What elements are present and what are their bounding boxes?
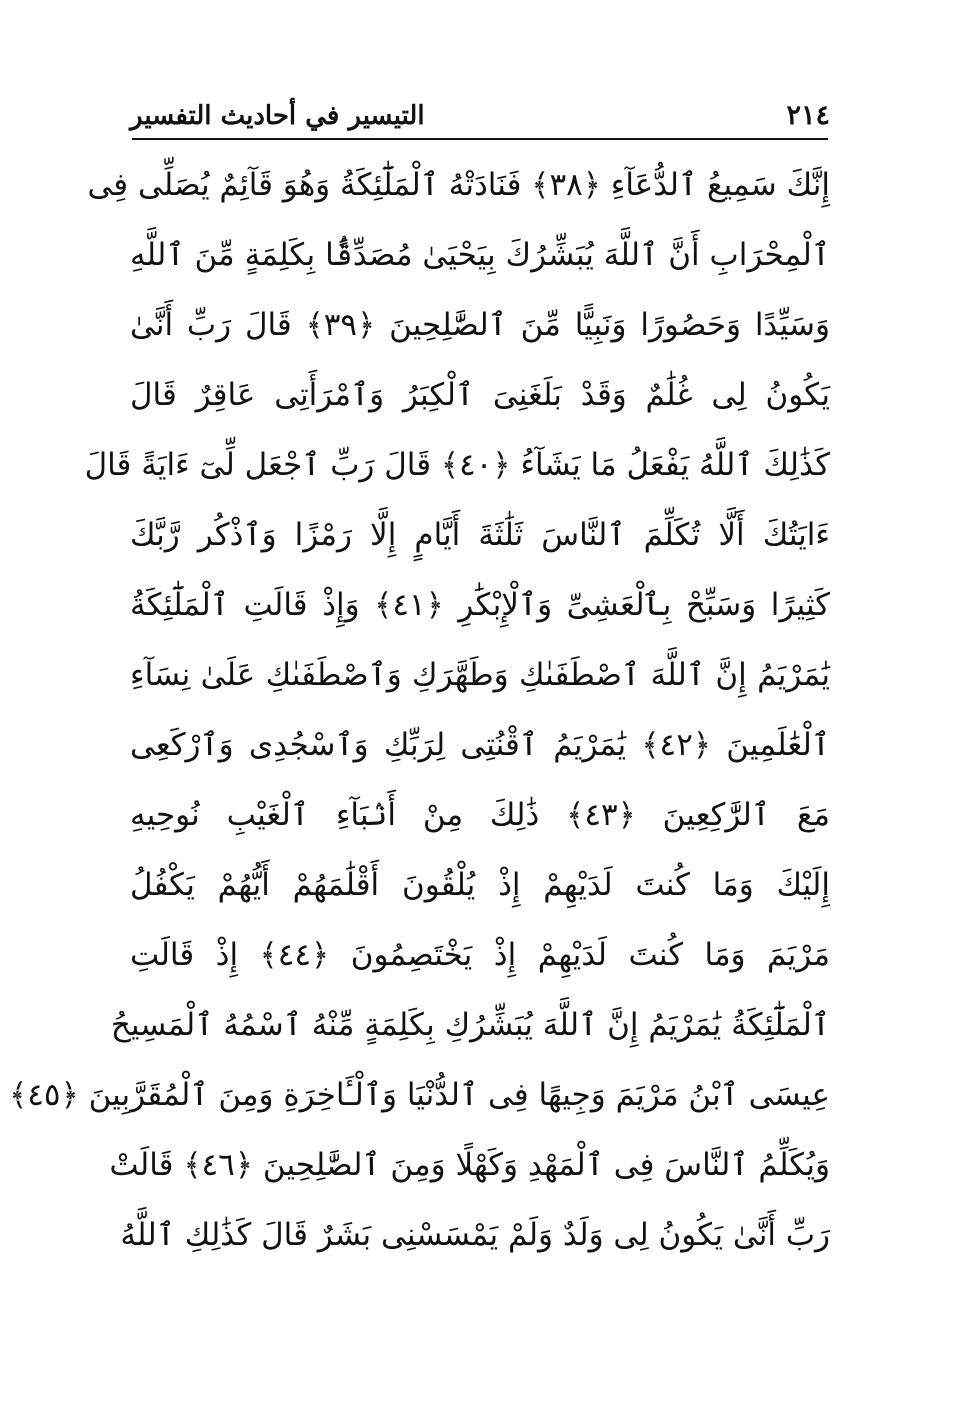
text-line: رَبِّ أَنَّىٰ يَكُونُ لِى وَلَدٌ وَلَمْ يَمْسَسْنِى بَشَرٌ قَالَ كَذَٰلِكِ ٱللَّهُ (120, 1217, 830, 1253)
text-line: يَكُونُ لِى غُلَٰمٌ وَقَدْ بَلَغَنِىَ ٱلْكِبَرُ وَٱمْرَأَتِى عَاقِرٌ قَالَ (130, 377, 830, 413)
text-line: يَٰمَرْيَمُ إِنَّ ٱللَّهَ ٱصْطَفَىٰكِ وَطَهَّرَكِ وَٱصْطَفَىٰكِ عَلَىٰ نِسَآءِ (130, 657, 830, 693)
quran-text-block (9, 150, 831, 1270)
running-title: التيسير في أحاديث التفسير (130, 101, 425, 131)
text-line: مَعَ ٱلرَّٰكِعِينَ ﴿٤٣﴾ ذَٰلِكَ مِنْ أَنۢبَآءِ ٱلْغَيْبِ نُوحِيهِ (130, 797, 831, 833)
page-header (130, 96, 830, 136)
header-rule (132, 138, 828, 140)
text-line: كَثِيرًا وَسَبِّحْ بِٱلْعَشِىِّ وَٱلْإِبْكَٰرِ ﴿٤١﴾ وَإِذْ قَالَتِ ٱلْمَلَٰٓئِكَةُ (130, 587, 830, 623)
text-line: كَذَٰلِكَ ٱللَّهُ يَفْعَلُ مَا يَشَآءُ ﴿٤٠﴾ قَالَ رَبِّ ٱجْعَل لِّىٓ ءَايَةً قَالَ (84, 447, 830, 483)
text-line: ٱلْمِحْرَابِ أَنَّ ٱللَّهَ يُبَشِّرُكَ بِيَحْيَىٰ مُصَدِّقًۢا بِكَلِمَةٍ مِّنَ ٱللَّهِ (130, 237, 830, 273)
text-line: مَرْيَمَ وَمَا كُنتَ لَدَيْهِمْ إِذْ يَخْتَصِمُونَ ﴿٤٤﴾ إِذْ قَالَتِ (130, 937, 830, 973)
text-line: وَسَيِّدًا وَحَصُورًا وَنَبِيًّا مِّنَ ٱلصَّٰلِحِينَ ﴿٣٩﴾ قَالَ رَبِّ أَنَّىٰ (130, 307, 831, 343)
page-number: ٢١٤ (786, 100, 830, 131)
text-line: عِيسَى ٱبْنُ مَرْيَمَ وَجِيهًا فِى ٱلدُّنْيَا وَٱلْـَٔاخِرَةِ وَمِنَ ٱلْمُقَرَّبِينَ ﴿٤٥﴾ (9, 1077, 830, 1113)
text-line: إِنَّكَ سَمِيعُ ٱلدُّعَآءِ ﴿٣٨﴾ فَنَادَتْهُ ٱلْمَلَٰٓئِكَةُ وَهُوَ قَآئِمٌ يُصَلِّى فِى (87, 167, 830, 203)
text-line: إِلَيْكَ وَمَا كُنتَ لَدَيْهِمْ إِذْ يُلْقُونَ أَقْلَٰمَهُمْ أَيُّهُمْ يَكْفُلُ (130, 867, 830, 903)
text-line: ٱلْمَلَٰٓئِكَةُ يَٰمَرْيَمُ إِنَّ ٱللَّهَ يُبَشِّرُكِ بِكَلِمَةٍ مِّنْهُ ٱسْمُهُ ٱلْمَسِيحُ (110, 1007, 830, 1043)
text-line: ءَايَتُكَ أَلَّا تُكَلِّمَ ٱلنَّاسَ ثَلَٰثَةَ أَيَّامٍ إِلَّا رَمْزًا وَٱذْكُر رَّبَّكَ (130, 517, 830, 553)
text-line: وَيُكَلِّمُ ٱلنَّاسَ فِى ٱلْمَهْدِ وَكَهْلًا وَمِنَ ٱلصَّٰلِحِينَ ﴿٤٦﴾ قَالَتْ (109, 1147, 830, 1183)
text-line: ٱلْعَٰلَمِينَ ﴿٤٢﴾ يَٰمَرْيَمُ ٱقْنُتِى لِرَبِّكِ وَٱسْجُدِى وَٱرْكَعِى (130, 727, 830, 763)
